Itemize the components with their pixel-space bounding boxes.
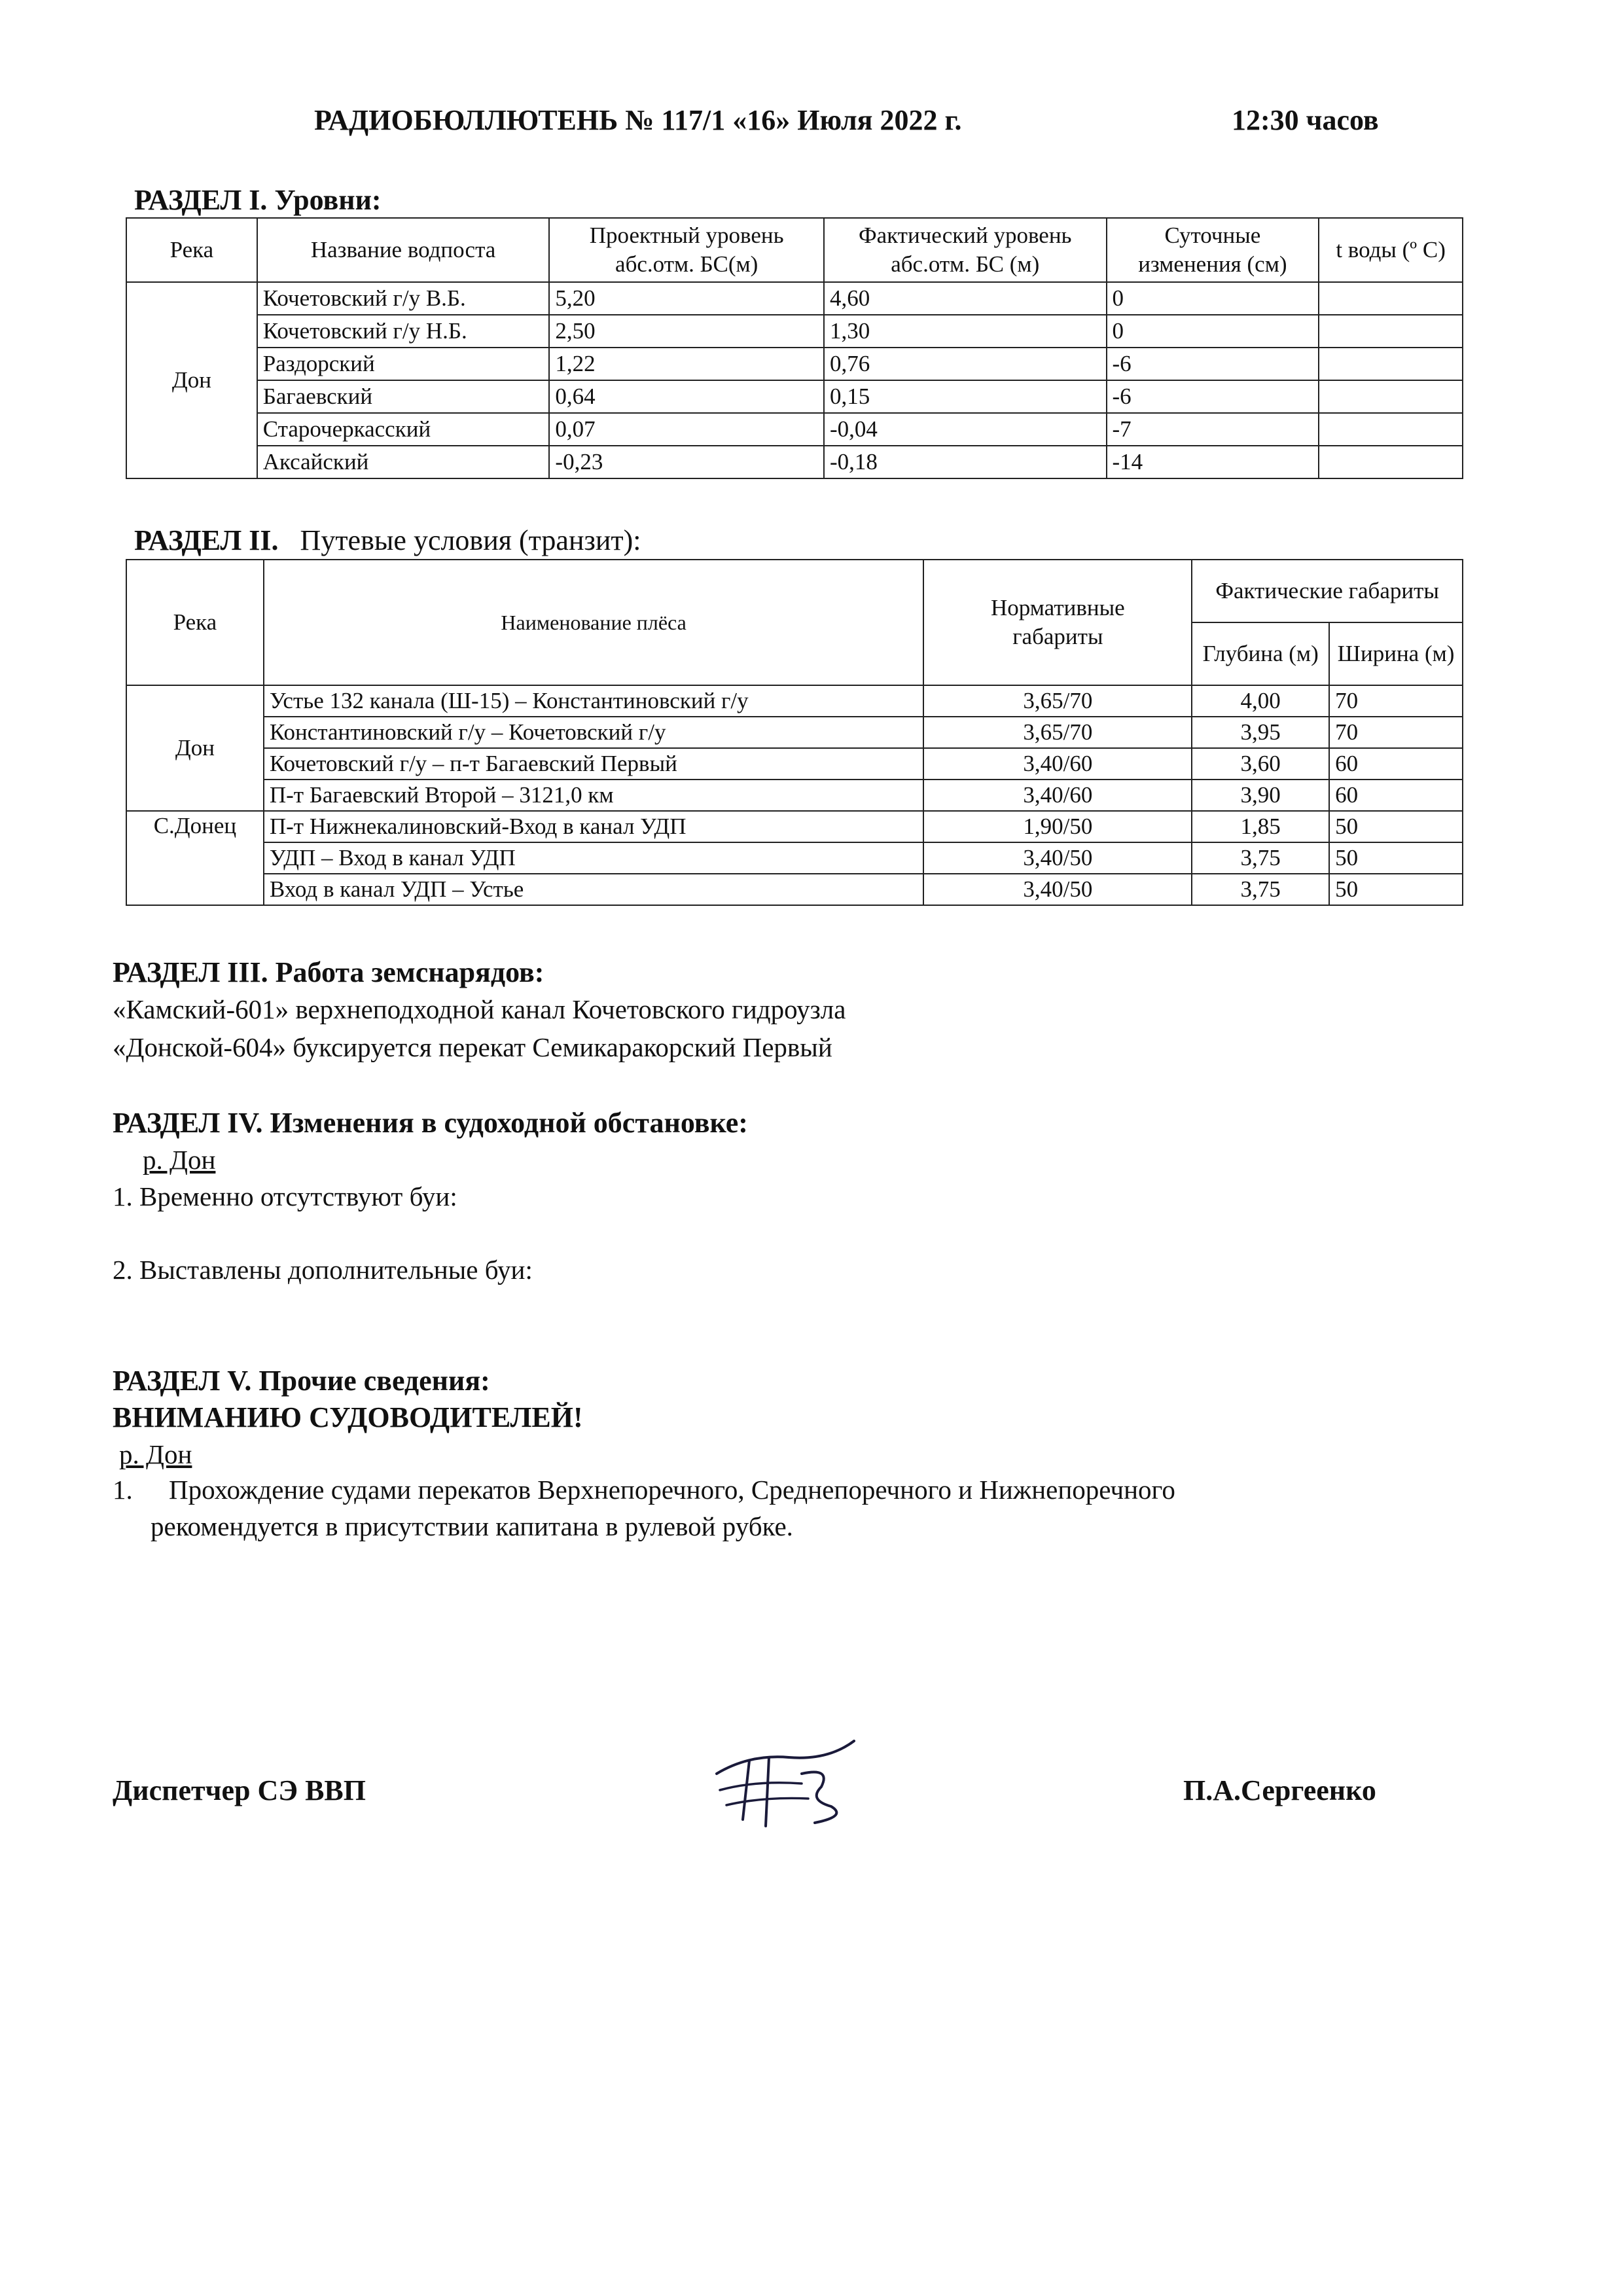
bulletin-title: РАДИОБЮЛЛЮТЕНЬ № 117/1 «16» Июля 2022 г. (314, 104, 962, 136)
notice-item-number: 1. (113, 1475, 133, 1505)
post-name: Раздорский (257, 348, 550, 380)
col-normative: Нормативные габариты (923, 560, 1192, 685)
project-level: 1,22 (549, 348, 824, 380)
col-daily-change: Суточные изменения (см) (1107, 218, 1319, 282)
table-row (126, 780, 1463, 811)
table-row (126, 413, 1463, 446)
stretch-name: П-т Багаевский Второй – 3121,0 км (264, 780, 924, 811)
water-temp (1319, 446, 1463, 478)
added-buoys-item: 2. Выставлены дополнительные буи: (113, 1255, 533, 1285)
table-row (126, 811, 1463, 842)
section5-river: р. Дон (119, 1439, 192, 1469)
river-cell: Дон (126, 685, 264, 811)
actual-depth: 3,75 (1192, 874, 1329, 905)
stretch-name: Кочетовский г/у – п-т Багаевский Первый (264, 748, 924, 780)
col-stretch-name: Наименование плёса (264, 560, 924, 685)
notice-item-line-1: Прохождение судами перекатов Верхнепоречного, Среднепоречного и Нижнепоречного (169, 1475, 1175, 1505)
project-level: 5,20 (549, 282, 824, 315)
stretch-name: Вход в канал УДП – Устье (264, 874, 924, 905)
actual-level: 1,30 (824, 315, 1107, 348)
river-cell: С.Донец (126, 811, 264, 905)
water-temp (1319, 380, 1463, 413)
col-water-temp: t воды (º С) (1319, 218, 1463, 282)
normative-dim: 3,40/50 (923, 874, 1192, 905)
water-temp (1319, 348, 1463, 380)
river-cell: Дон (126, 282, 257, 478)
stretch-name: Константиновский г/у – Кочетовский г/у (264, 717, 924, 748)
col-actual-dimensions: Фактические габариты (1192, 560, 1463, 622)
col-depth: Глубина (м) (1192, 622, 1329, 685)
stretch-name: УДП – Вход в канал УДП (264, 842, 924, 874)
section5-title: РАЗДЕЛ V. Прочие сведения: (113, 1365, 490, 1397)
table-row (126, 842, 1463, 874)
dredger-line-1: «Камский-601» верхнеподходной канал Кочетовского гидроузла (113, 994, 846, 1024)
actual-depth: 3,60 (1192, 748, 1329, 780)
actual-width: 70 (1329, 717, 1463, 748)
actual-level: 0,76 (824, 348, 1107, 380)
col-width: Ширина (м) (1329, 622, 1463, 685)
table-row (126, 874, 1463, 905)
actual-level: -0,04 (824, 413, 1107, 446)
col-river: Река (126, 218, 257, 282)
normative-dim: 3,40/60 (923, 780, 1192, 811)
post-name: Аксайский (257, 446, 550, 478)
project-level: 0,07 (549, 413, 824, 446)
section4-title: РАЗДЕЛ IV. Изменения в судоходной обстановке: (113, 1107, 748, 1139)
table-row (126, 315, 1463, 348)
actual-depth: 1,85 (1192, 811, 1329, 842)
daily-change: -6 (1107, 348, 1319, 380)
actual-width: 60 (1329, 748, 1463, 780)
col-river: Река (126, 560, 264, 685)
table-row (126, 748, 1463, 780)
post-name: Кочетовский г/у В.Б. (257, 282, 550, 315)
table-row (126, 282, 1463, 315)
daily-change: 0 (1107, 315, 1319, 348)
col-post-name: Название водпоста (257, 218, 550, 282)
table-row (126, 380, 1463, 413)
col-project-level: Проектный уровень абс.отм. БС(м) (549, 218, 824, 282)
dispatcher-name: П.А.Сергеенко (1183, 1774, 1376, 1806)
project-level: 2,50 (549, 315, 824, 348)
normative-dim: 3,40/60 (923, 748, 1192, 780)
notice-item-line-2: рекомендуется в присутствии капитана в рулевой рубке. (151, 1511, 793, 1541)
dredger-line-2: «Донской-604» буксируется перекат Семикаракорский Первый (113, 1032, 832, 1062)
project-level: 0,64 (549, 380, 824, 413)
actual-width: 70 (1329, 685, 1463, 717)
missing-buoys-item: 1. Временно отсутствуют буи: (113, 1181, 457, 1211)
project-level: -0,23 (549, 446, 824, 478)
post-name: Кочетовский г/у Н.Б. (257, 315, 550, 348)
signature-icon (710, 1728, 861, 1833)
post-name: Старочеркасский (257, 413, 550, 446)
normative-dim: 3,65/70 (923, 685, 1192, 717)
section3-title: РАЗДЕЛ III. Работа земснарядов: (113, 956, 544, 988)
bulletin-time: 12:30 часов (1232, 104, 1379, 136)
daily-change: -14 (1107, 446, 1319, 478)
section1-title: РАЗДЕЛ I. Уровни: (134, 184, 382, 216)
levels-table (126, 217, 1463, 479)
daily-change: 0 (1107, 282, 1319, 315)
section2-title-number: РАЗДЕЛ II. (134, 524, 279, 556)
post-name: Багаевский (257, 380, 550, 413)
attention-heading: ВНИМАНИЮ СУДОВОДИТЕЛЕЙ! (113, 1401, 583, 1433)
levels-header-row (126, 218, 1463, 282)
dispatcher-position: Диспетчер СЭ ВВП (113, 1774, 366, 1806)
actual-depth: 3,75 (1192, 842, 1329, 874)
route-conditions-table (126, 559, 1463, 906)
actual-width: 50 (1329, 842, 1463, 874)
actual-depth: 3,95 (1192, 717, 1329, 748)
actual-width: 60 (1329, 780, 1463, 811)
daily-change: -7 (1107, 413, 1319, 446)
table-row (126, 717, 1463, 748)
actual-depth: 3,90 (1192, 780, 1329, 811)
table-row (126, 685, 1463, 717)
table-row (126, 446, 1463, 478)
actual-level: -0,18 (824, 446, 1107, 478)
actual-level: 0,15 (824, 380, 1107, 413)
normative-dim: 1,90/50 (923, 811, 1192, 842)
actual-width: 50 (1329, 874, 1463, 905)
normative-dim: 3,40/50 (923, 842, 1192, 874)
stretch-name: П-т Нижнекалиновский-Вход в канал УДП (264, 811, 924, 842)
route-header-row (126, 560, 1463, 622)
water-temp (1319, 413, 1463, 446)
section4-river: р. Дон (143, 1145, 216, 1175)
col-actual-level: Фактический уровень абс.отм. БС (м) (824, 218, 1107, 282)
stretch-name: Устье 132 канала (Ш-15) – Константиновский г/у (264, 685, 924, 717)
table-row (126, 348, 1463, 380)
section2-title (134, 524, 641, 557)
actual-width: 50 (1329, 811, 1463, 842)
section2-title-text: Путевые условия (транзит): (300, 524, 641, 556)
daily-change: -6 (1107, 380, 1319, 413)
normative-dim: 3,65/70 (923, 717, 1192, 748)
actual-level: 4,60 (824, 282, 1107, 315)
water-temp (1319, 282, 1463, 315)
water-temp (1319, 315, 1463, 348)
actual-depth: 4,00 (1192, 685, 1329, 717)
